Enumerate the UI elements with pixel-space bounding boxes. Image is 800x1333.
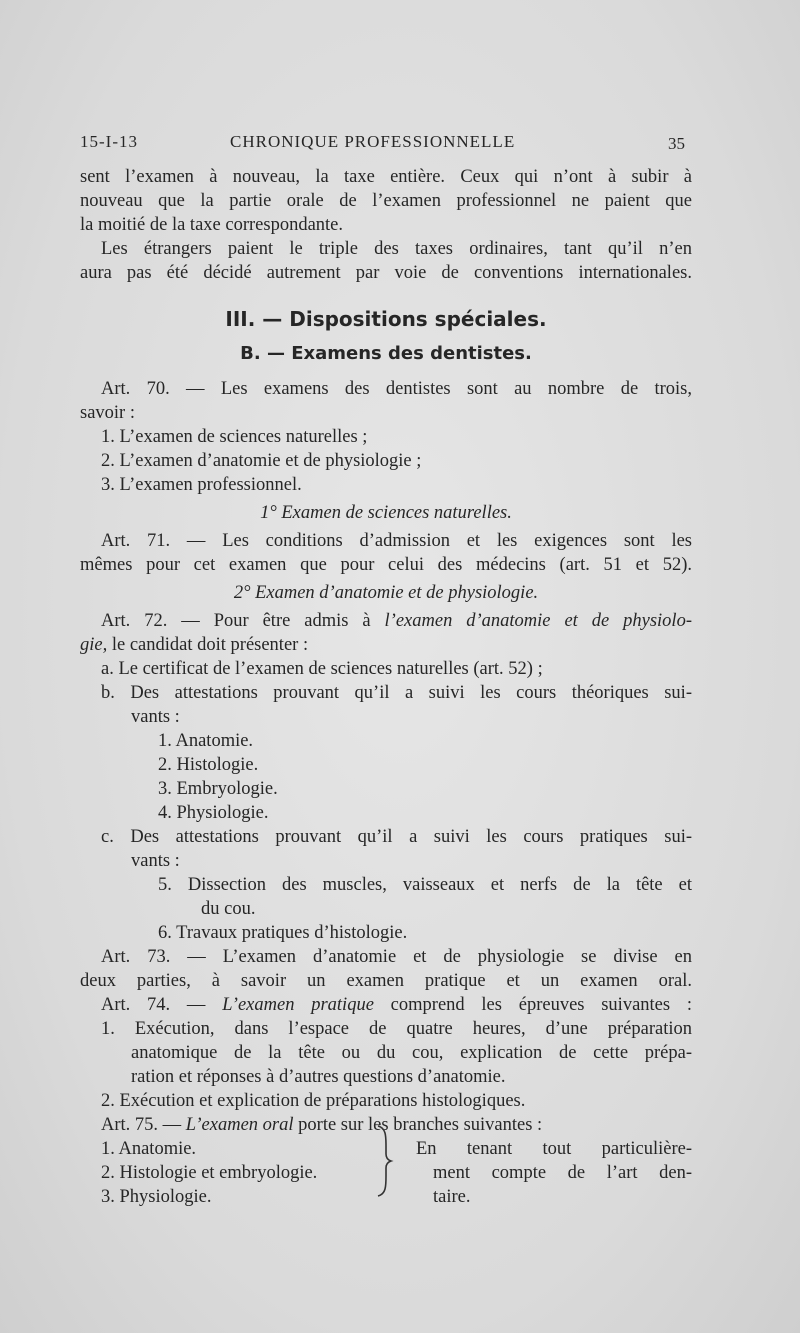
intro-line: Les étrangers paient le triple des taxes ordinaires, tant qu’il n’en <box>101 239 692 259</box>
list-item: 5. Dissection des muscles, vaisseaux et nerfs de la tête et <box>158 875 692 895</box>
list-item: 1. Anatomie. <box>101 1139 197 1159</box>
list-item: 1. L’examen de sciences naturelles ; <box>101 427 368 447</box>
brace-icon <box>372 1124 394 1198</box>
note-line: En tenant tout particulière- <box>416 1139 692 1159</box>
art70-line: Art. 70. — Les examens des dentistes sont au nombre de trois, <box>101 379 692 399</box>
note-line: ment compte de l’art den- <box>433 1163 692 1183</box>
header-date: 15-I-13 <box>80 132 138 151</box>
list-item: 2. Histologie et embryologie. <box>101 1163 318 1183</box>
art72-item-b: vants : <box>131 707 180 727</box>
header-title: CHRONIQUE PROFESSIONNELLE <box>230 132 516 151</box>
list-item: 6. Travaux pratiques d’histologie. <box>158 923 408 943</box>
art73-line: Art. 73. — L’examen d’anatomie et de physiologie se divise en <box>101 947 692 967</box>
intro-line: sent l’examen à nouveau, la taxe entière. Ceux qui n’ont à subir à <box>80 167 692 187</box>
subsection-heading: B. — Examens des dentistes. <box>240 343 532 364</box>
art72-item-c: vants : <box>131 851 180 871</box>
list-item: du cou. <box>201 899 256 919</box>
art72-item-b: b. Des attestations prouvant qu’il a suivi les cours théoriques sui- <box>101 683 692 703</box>
list-item: 3. L’examen professionnel. <box>101 475 302 495</box>
art73-line: deux parties, à savoir un examen pratique et un examen oral. <box>80 971 692 991</box>
list-item: 2. Histologie. <box>158 755 259 775</box>
list-item: anatomique de la tête ou du cou, explication de cette prépa- <box>131 1043 692 1063</box>
art75-line: Art. 75. — L’examen oral porte sur les branches suivantes : <box>101 1115 543 1135</box>
list-item: 3. Physiologie. <box>101 1187 212 1207</box>
art71-line: Art. 71. — Les conditions d’admission et les exigences sont les <box>101 531 692 551</box>
list-item: 4. Physiologie. <box>158 803 269 823</box>
art72-item-a: a. Le certificat de l’examen de sciences naturelles (art. 52) ; <box>101 659 543 679</box>
list-item: 3. Embryologie. <box>158 779 278 799</box>
list-item: 1. Exécution, dans l’espace de quatre heures, d’une préparation <box>101 1019 692 1039</box>
note-line: taire. <box>433 1187 471 1207</box>
heading-examen-sciences: 1° Examen de sciences naturelles. <box>260 503 512 523</box>
list-item: ration et réponses à d’autres questions d’anatomie. <box>131 1067 506 1087</box>
art72-line: gie, le candidat doit présenter : <box>80 635 309 655</box>
art72-item-c: c. Des attestations prouvant qu’il a suivi les cours pratiques sui- <box>101 827 692 847</box>
page-number: 35 <box>668 134 685 153</box>
list-item: 2. Exécution et explication de préparations histologiques. <box>101 1091 526 1111</box>
art71-line: mêmes pour cet examen que pour celui des médecins (art. 51 et 52). <box>80 555 692 575</box>
heading-examen-anatomie: 2° Examen d’anatomie et de physiologie. <box>233 583 539 603</box>
art72-line: Art. 72. — Pour être admis à l’examen d’anatomie et de physiolo- <box>101 611 692 631</box>
intro-line: aura pas été décidé autrement par voie de conventions internationales. <box>80 263 692 283</box>
list-item: 2. L’examen d’anatomie et de physiologie ; <box>101 451 422 471</box>
intro-line: la moitié de la taxe correspondante. <box>80 215 344 235</box>
section-heading: III. — Dispositions spéciales. <box>225 307 547 331</box>
list-item: 1. Anatomie. <box>158 731 254 751</box>
intro-line: nouveau que la partie orale de l’examen professionnel ne paient que <box>80 191 692 211</box>
art74-line: Art. 74. — L’examen pratique comprend les épreuves suivantes : <box>101 995 692 1015</box>
art70-line: savoir : <box>80 403 135 423</box>
